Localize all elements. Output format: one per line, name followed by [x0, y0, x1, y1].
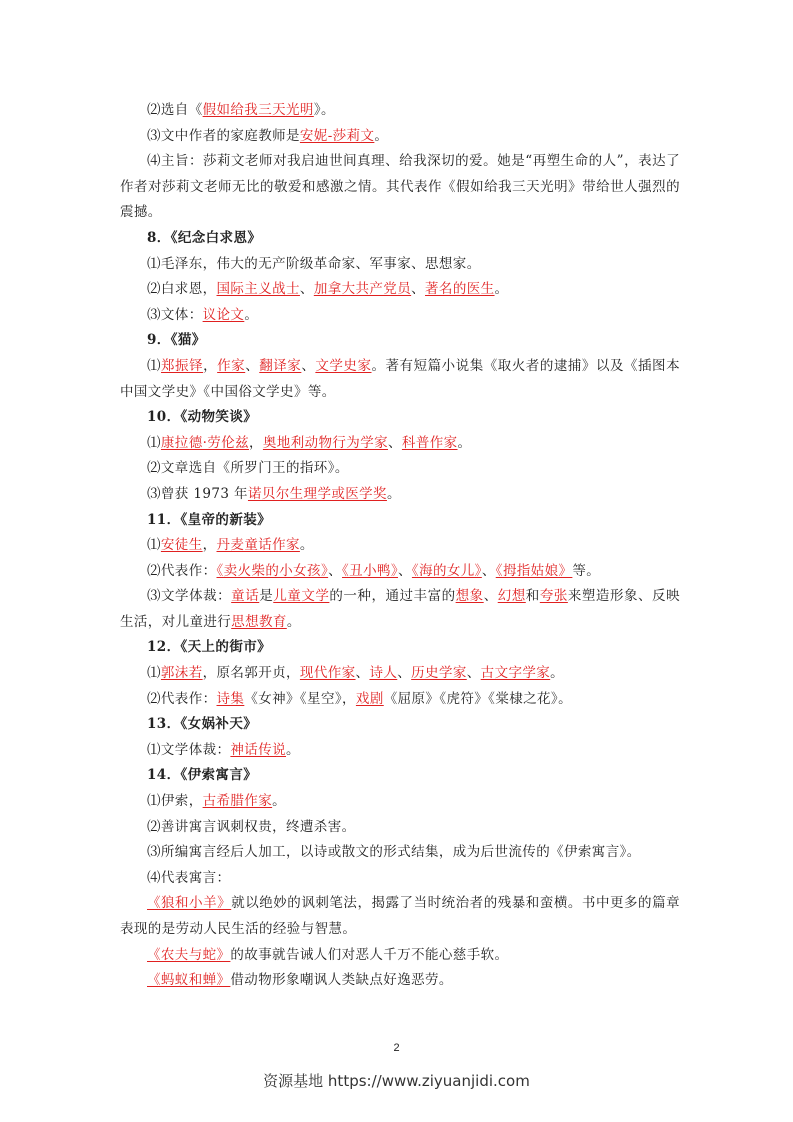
- text-run: ⑶曾获 1973 年: [147, 485, 248, 502]
- text-run: 《屈原》《虎符》《棠棣之花》。: [383, 690, 572, 707]
- text-run: 。: [550, 665, 565, 682]
- text-run: 13．《女娲补天》: [147, 716, 258, 733]
- section-heading: [120, 405, 680, 431]
- highlighted-term: 儿童文学: [273, 588, 330, 605]
- text-run: 、: [397, 665, 412, 682]
- text-run: ⑶文中作者的家庭教师是: [147, 127, 300, 144]
- paragraph: [120, 277, 680, 303]
- text-run: 是: [259, 588, 274, 605]
- text-run: 就以绝妙的讽刺笔法，揭露了当时统治者的残暴和蛮横。书中更多的篇章表现的是劳动人民生活的经验与智慧。: [120, 895, 680, 937]
- highlighted-term: 科普作家: [401, 434, 458, 451]
- text-run: 。: [457, 434, 472, 451]
- paragraph: [120, 149, 680, 226]
- text-run: 。: [374, 127, 389, 144]
- paragraph: [120, 98, 680, 124]
- highlighted-term: 文学史家: [315, 357, 372, 374]
- highlighted-term: 康拉德·劳伦兹: [160, 434, 249, 451]
- text-run: 来塑造形象、反映生活，对儿童进行: [120, 588, 680, 630]
- text-run: 。著有短篇小说集《取火者的逮捕》以及《插图本中国文学史》《中国俗文学史》等。: [120, 357, 680, 400]
- text-run: ，: [249, 434, 263, 451]
- text-run: 和: [525, 588, 540, 605]
- highlighted-term: 幻想: [497, 588, 526, 605]
- text-run: 借动物形象嘲讽人类缺点好逸恶劳。: [230, 972, 453, 989]
- text-run: 》。: [313, 102, 335, 118]
- highlighted-term: 《拇指姑娘》: [495, 562, 573, 579]
- text-run: 、: [355, 665, 370, 682]
- paragraph: [120, 840, 680, 866]
- highlighted-term: 想象: [455, 588, 484, 605]
- text-run: 、: [301, 357, 316, 374]
- highlighted-term: 诗集: [216, 690, 245, 707]
- text-run: 9．《猫》: [147, 332, 206, 349]
- text-run: 。: [244, 306, 259, 323]
- highlighted-term: 戏剧: [355, 690, 384, 707]
- text-run: ，原名郭开贞，: [202, 665, 300, 682]
- text-run: 。: [494, 281, 509, 298]
- paragraph: [120, 124, 680, 150]
- highlighted-term: 郭沫若: [160, 665, 203, 682]
- text-run: ，: [203, 357, 218, 374]
- paragraph: [120, 482, 680, 508]
- paragraph: [120, 891, 680, 942]
- highlighted-term: 安妮-莎莉文: [299, 127, 375, 144]
- text-run: ⑵选自《: [147, 102, 203, 118]
- highlighted-term: 丹麦童话作家: [216, 537, 300, 554]
- highlighted-term: 《狼和小羊》: [147, 895, 232, 912]
- text-run: ⑴: [147, 434, 161, 451]
- highlighted-term: 郑振铎: [161, 357, 204, 374]
- highlighted-term: 《丑小鸭》: [342, 562, 399, 579]
- highlighted-term: 历史学家: [411, 665, 467, 682]
- text-run: 。: [299, 537, 314, 554]
- text-run: 、: [411, 281, 426, 298]
- paragraph: [120, 738, 680, 764]
- highlighted-term: 古希腊作家: [202, 793, 273, 810]
- highlighted-term: 议论文: [202, 306, 245, 323]
- text-run: ⑴毛泽东，伟大的无产阶级革命家、军事家、思想家。: [147, 255, 481, 272]
- text-run: ⑴: [147, 665, 161, 682]
- highlighted-term: 国际主义战士: [216, 281, 300, 298]
- text-run: 、: [481, 562, 496, 579]
- highlighted-term: 现代作家: [299, 665, 356, 682]
- text-run: 、: [299, 281, 314, 298]
- paragraph: [120, 815, 680, 841]
- text-run: 的故事就告诫人们对恶人千万不能心慈手软。: [230, 946, 509, 963]
- highlighted-term: 假如给我三天光明: [202, 102, 314, 118]
- highlighted-term: 翻译家: [259, 357, 302, 374]
- page-number: 2: [393, 1042, 400, 1054]
- text-run: 、: [483, 588, 498, 605]
- text-run: 。: [286, 741, 300, 758]
- paragraph: [120, 584, 680, 635]
- paragraph: [120, 431, 680, 457]
- paragraph: [120, 354, 680, 405]
- paragraph: [120, 866, 680, 892]
- text-run: ⑵代表作：: [147, 562, 217, 579]
- paragraph: [120, 661, 680, 687]
- text-run: 。: [272, 793, 287, 810]
- text-run: 8．《纪念白求恩》: [147, 229, 262, 246]
- section-heading: [120, 763, 680, 789]
- paragraph: [120, 252, 680, 278]
- text-run: 《女神》《星空》，: [244, 690, 356, 707]
- text-run: 、: [466, 665, 481, 682]
- paragraph: [120, 968, 680, 994]
- paragraph: [120, 943, 680, 969]
- text-run: 、: [388, 434, 402, 451]
- text-run: 、: [328, 562, 343, 579]
- paragraph: [120, 456, 680, 482]
- highlighted-term: 作家: [217, 357, 246, 374]
- highlighted-term: 加拿大共产党员: [313, 281, 412, 298]
- text-run: ⑵白求恩，: [147, 281, 217, 298]
- text-run: 、: [245, 357, 260, 374]
- text-run: ⑴: [147, 537, 161, 554]
- paragraph: [120, 533, 680, 559]
- section-heading: [120, 226, 680, 252]
- highlighted-term: 著名的医生: [425, 281, 495, 298]
- highlighted-term: 安徒生: [160, 537, 203, 554]
- text-run: ，: [202, 537, 217, 554]
- section-heading: [120, 635, 680, 661]
- highlighted-term: 《蚂蚁和蝉》: [147, 972, 231, 989]
- text-run: 等。: [572, 562, 601, 579]
- highlighted-term: 《卖火柴的小女孩》: [216, 562, 329, 579]
- highlighted-term: 诗人: [369, 665, 398, 682]
- text-run: 11．《皇帝的新装》: [147, 511, 272, 528]
- text-run: 。: [286, 613, 301, 630]
- text-run: ⑴伊索，: [147, 793, 203, 810]
- text-run: ⑵文章选自《所罗门王的指环》。: [147, 460, 349, 477]
- text-run: 12．《天上的街市》: [147, 639, 272, 656]
- paragraph: [120, 789, 680, 815]
- text-run: ⑶文体：: [147, 306, 203, 323]
- section-heading: [120, 712, 680, 738]
- section-heading: [120, 328, 680, 354]
- highlighted-term: 《海的女儿》: [411, 562, 482, 579]
- highlighted-term: 奥地利动物行为学家: [262, 434, 389, 451]
- text-run: ⑶文学体裁：: [147, 588, 232, 605]
- text-run: ⑴文学体裁：: [147, 741, 231, 758]
- text-run: ⑴: [147, 357, 162, 374]
- highlighted-term: 童话: [231, 588, 260, 605]
- highlighted-term: 《农夫与蛇》: [147, 946, 231, 963]
- highlighted-term: 夸张: [539, 588, 568, 605]
- text-run: 。: [386, 485, 401, 502]
- text-run: 14．《伊索寓言》: [147, 767, 258, 784]
- section-heading: [120, 508, 680, 534]
- text-run: 的一种，通过丰富的: [329, 588, 456, 605]
- text-run: ⑷主旨：莎莉文老师对我启迪世间真理、给我深切的爱。她是“再塑生命的人”，表达了作者对莎莉文老师无比的敬爱和感激之情。其代表作《假如给我三天光明》带给世人强烈的震撼。: [120, 153, 680, 221]
- footer-watermark: 资源基地 https://www.ziyuanjidi.com: [263, 1072, 530, 1090]
- paragraph: [120, 559, 680, 585]
- document-body: [120, 98, 680, 994]
- paragraph: [120, 687, 680, 713]
- text-run: 、: [398, 562, 412, 579]
- text-run: 10．《动物笑谈》: [147, 409, 258, 426]
- text-run: ⑷代表寓言：: [147, 869, 231, 886]
- highlighted-term: 神话传说: [230, 741, 287, 758]
- text-run: ⑵善讲寓言讽刺权贵，终遭杀害。: [147, 818, 356, 835]
- text-run: ⑵代表作：: [147, 690, 217, 707]
- highlighted-term: 古文字学家: [480, 665, 551, 682]
- text-run: ⑶所编寓言经后人加工，以诗或散文的形式结集，成为后世流传的《伊索寓言》。: [147, 844, 641, 861]
- highlighted-term: 诺贝尔生理学或医学奖: [247, 485, 387, 502]
- highlighted-term: 思想教育: [231, 613, 287, 630]
- paragraph: [120, 303, 680, 329]
